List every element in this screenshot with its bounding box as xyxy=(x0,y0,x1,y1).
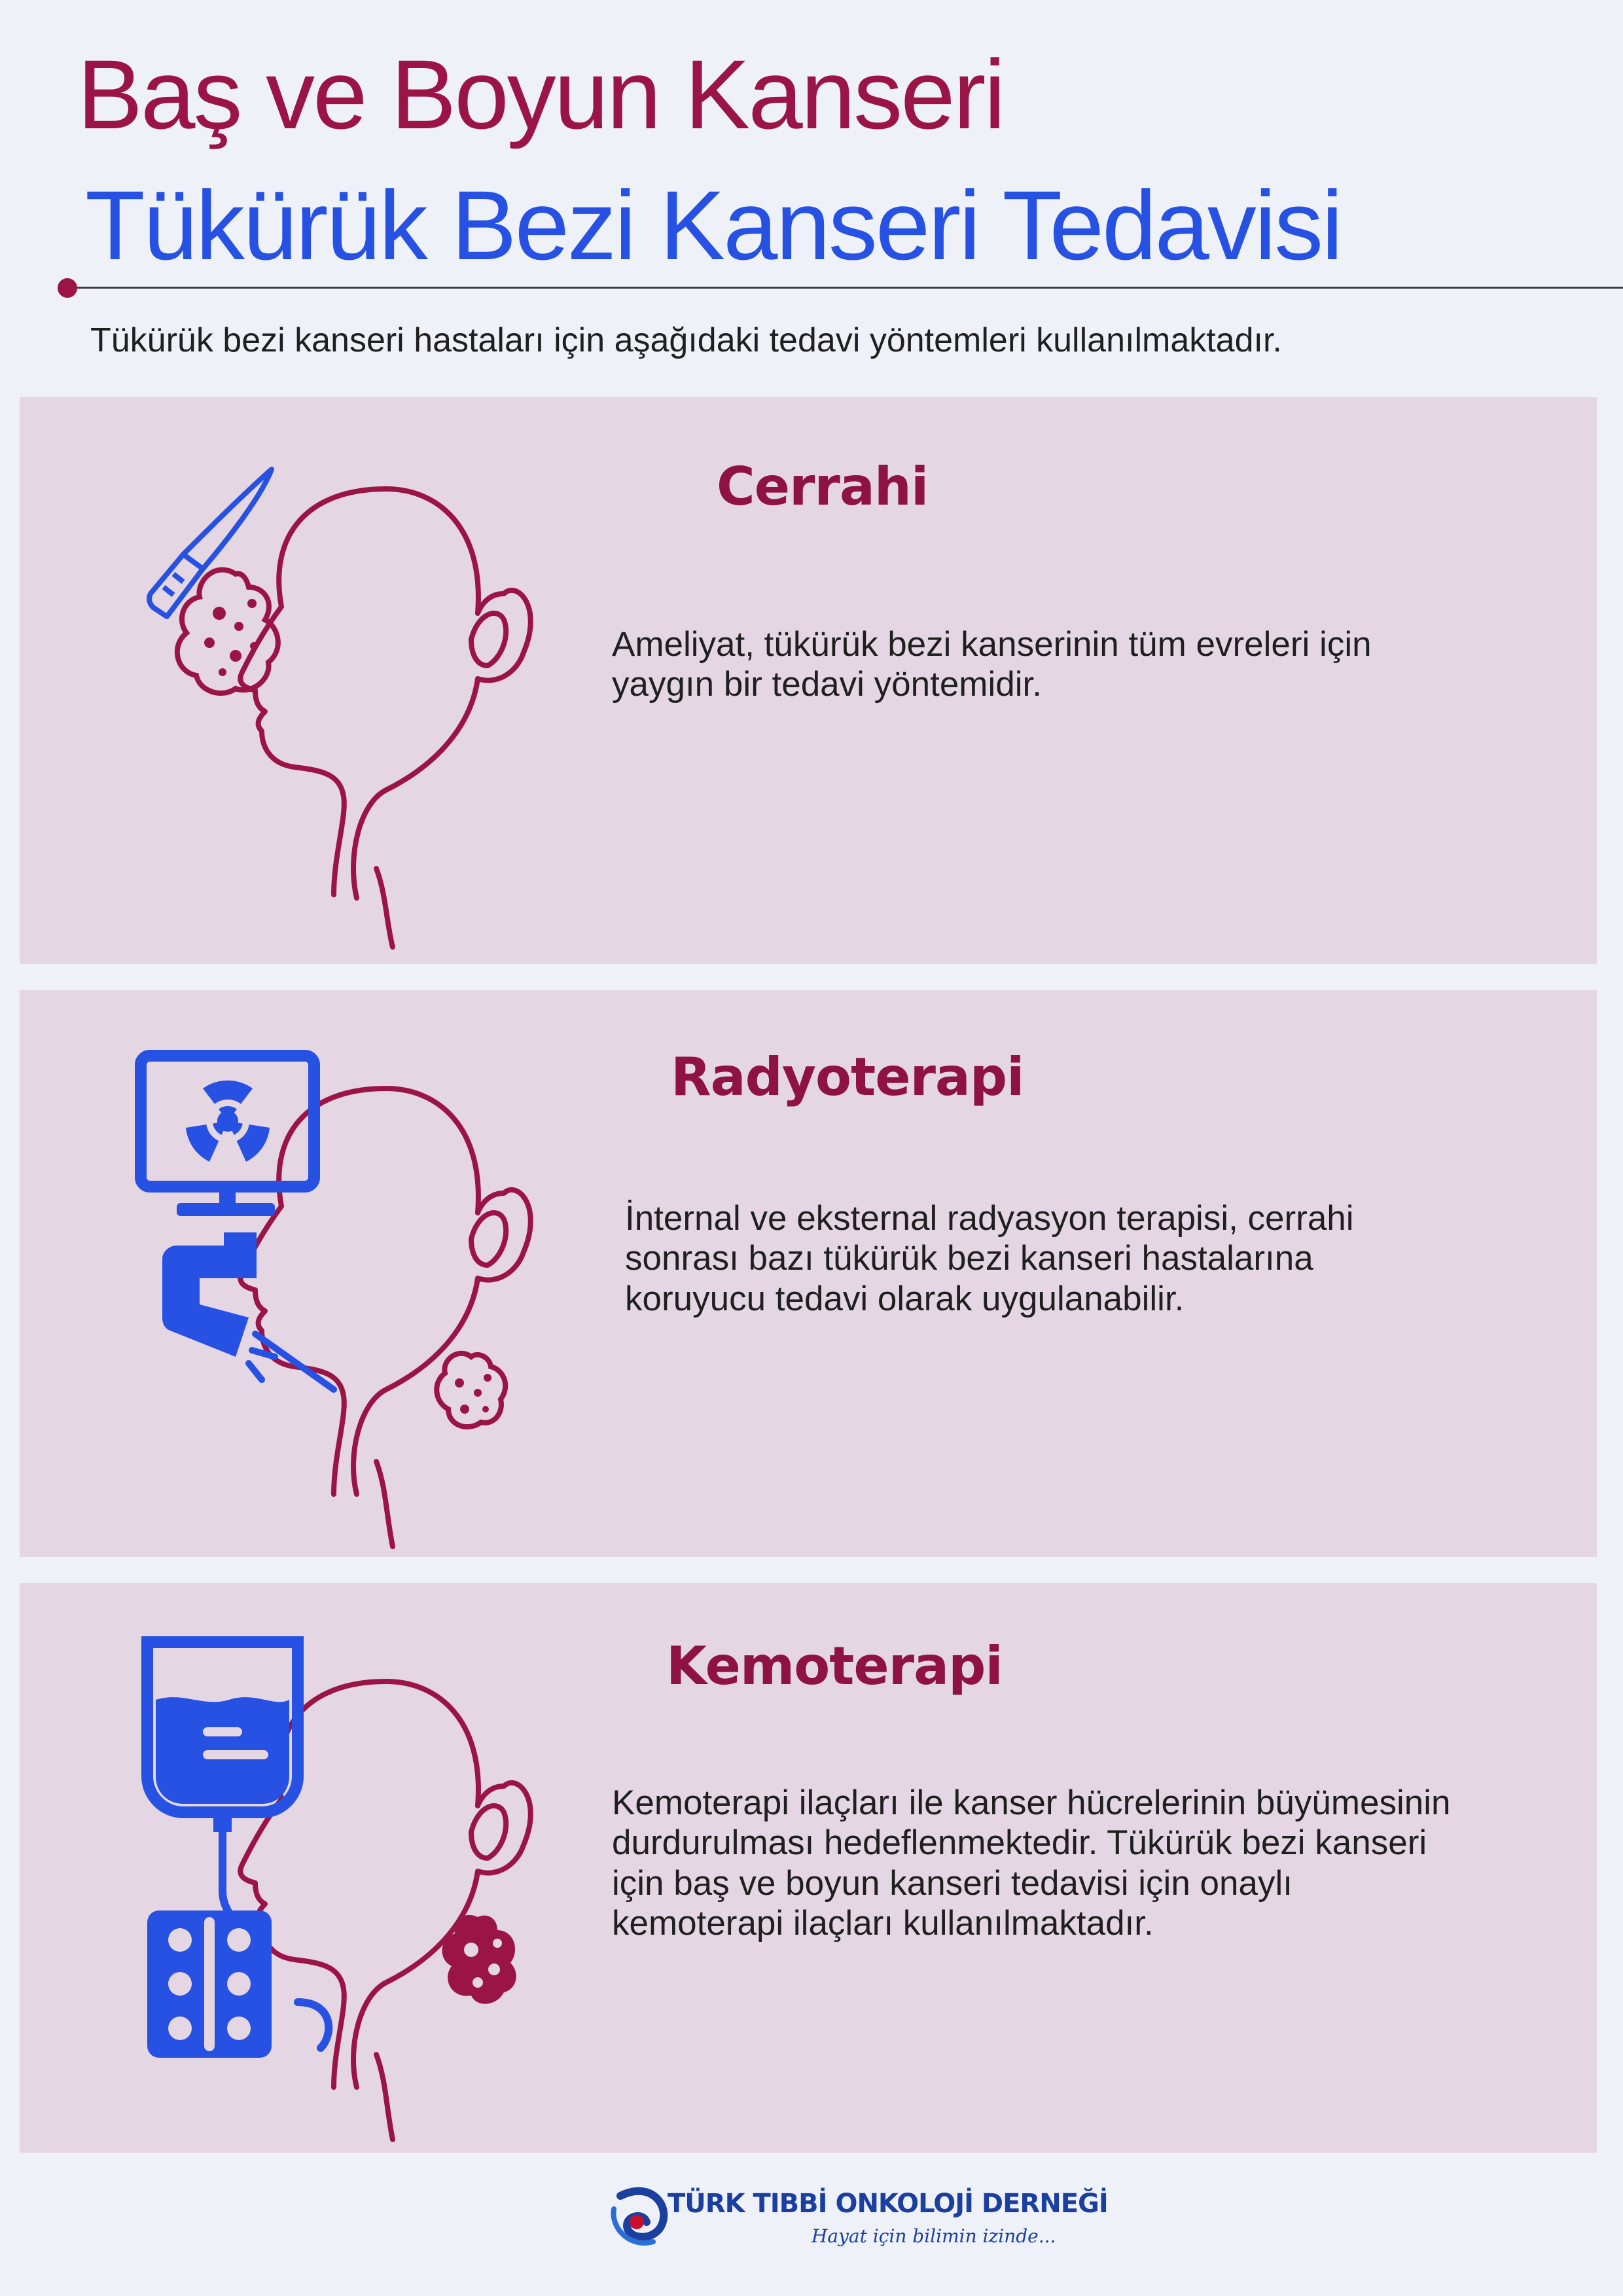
treatment-title: Kemoterapi xyxy=(666,1636,1003,1696)
treatment-card-chemotherapy xyxy=(20,1583,1597,2153)
intro-text: Tükürük bezi kanseri hastaları için aşağıdaki tedavi yöntemleri kullanılmaktadır. xyxy=(90,321,1282,359)
divider-dot xyxy=(58,278,77,298)
organization-logo xyxy=(607,2173,1108,2265)
page-subtitle: Tükürük Bezi Kanseri Tedavisi xyxy=(85,170,1342,280)
treatment-card-radiotherapy xyxy=(20,990,1597,1557)
radiotherapy-illustration xyxy=(20,990,609,1557)
head-profile-icon xyxy=(240,1088,531,1547)
treatment-description: Kemoterapi ilaçları ile kanser hücrelerinin büyümesinin durdurulması hedeflenmektedir. Tükürük bezi kanseri için baş ve boyun kanseri tedavisi için onaylı kemoterapi ilaçları kullanılmaktadır. xyxy=(612,1784,1451,1943)
scalpel-icon xyxy=(149,469,272,617)
treatment-title: Cerrahi xyxy=(717,456,929,517)
treatment-title: Radyoterapi xyxy=(671,1047,1024,1107)
title-divider xyxy=(65,287,1623,289)
chemotherapy-illustration xyxy=(20,1583,609,2153)
organization-name: TÜRK TIBBİ ONKOLOJİ DERNEĞİ xyxy=(668,2189,1108,2219)
head-profile-icon xyxy=(240,489,531,947)
organization-tagline: Hayat için bilimin izinde... xyxy=(812,2225,1056,2247)
treatment-description: İnternal ve eksternal radyasyon terapisi, cerrahi sonrası bazı tükürük bezi kanseri hastalarına koruyucu tedavi olarak uygulanabilir. xyxy=(625,1199,1354,1318)
treatment-description: Ameliyat, tükürük bezi kanserinin tüm evreleri için yaygın bir tedavi yöntemidir. xyxy=(612,625,1372,704)
surgery-illustration xyxy=(20,397,609,964)
treatment-card-surgery xyxy=(20,397,1597,964)
pill-blister-icon xyxy=(147,1910,272,2058)
logo-swirl-icon xyxy=(607,2183,673,2255)
tumor-icon xyxy=(437,1354,505,1427)
page-title: Baş ve Boyun Kanseri xyxy=(77,39,1004,149)
